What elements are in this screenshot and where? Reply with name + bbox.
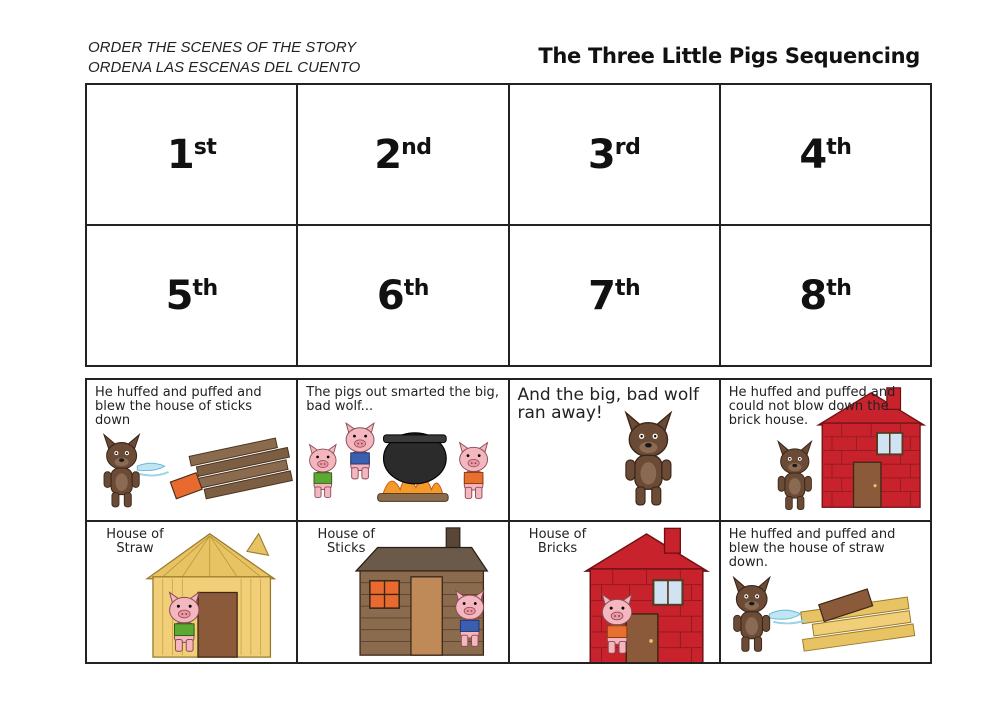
answer-slot-1[interactable] <box>86 84 297 225</box>
slot-label: 2nd <box>374 131 432 178</box>
slot-label: 5th <box>165 272 218 319</box>
scene-card-4[interactable] <box>720 379 931 521</box>
answer-slot-4[interactable] <box>720 84 931 225</box>
slot-label: 1st <box>166 131 217 178</box>
answer-slot-2[interactable] <box>297 84 508 225</box>
scene-card-8[interactable] <box>720 521 931 663</box>
slot-label: 3rd <box>587 131 641 178</box>
scene-caption: House of Bricks <box>528 527 587 556</box>
instructions <box>88 38 360 78</box>
answer-slot-5[interactable] <box>86 225 297 366</box>
scene-caption: House of Straw <box>106 527 164 556</box>
answer-slot-7[interactable] <box>509 225 720 366</box>
slot-label: 7th <box>588 272 641 319</box>
scene-cards <box>85 378 932 664</box>
scene-caption: The pigs out smarted the big, bad wolf... <box>306 385 499 414</box>
scene-card-2[interactable] <box>297 379 508 521</box>
instruction-english: ORDER THE SCENES OF THE STORY <box>88 39 357 56</box>
scene-caption: House of Sticks <box>317 527 375 556</box>
scene-caption: He huffed and puffed and blew the house of straw down. <box>728 527 896 570</box>
instruction-spanish: ORDENA LAS ESCENAS DEL CUENTO <box>88 59 361 76</box>
scene-card-3[interactable] <box>509 379 720 521</box>
worksheet-title: The Three Little Pigs Sequencing <box>538 44 920 68</box>
scene-card-5[interactable] <box>86 521 297 663</box>
answer-slot-3[interactable] <box>509 84 720 225</box>
scene-caption: He huffed and puffed and could not blow down the brick house. <box>728 385 896 428</box>
scene-card-1[interactable] <box>86 379 297 521</box>
slot-label: 4th <box>799 131 852 178</box>
answer-slot-6[interactable] <box>297 225 508 366</box>
slot-label: 6th <box>376 272 429 319</box>
answer-slot-8[interactable] <box>720 225 931 366</box>
answer-grid <box>85 83 932 367</box>
scene-caption: He huffed and puffed and blew the house of sticks down <box>95 385 262 428</box>
scene-card-7[interactable] <box>509 521 720 663</box>
scene-caption: And the big, bad wolf ran away! <box>517 385 699 423</box>
scene-card-6[interactable] <box>297 521 508 663</box>
slot-label: 8th <box>799 272 852 319</box>
